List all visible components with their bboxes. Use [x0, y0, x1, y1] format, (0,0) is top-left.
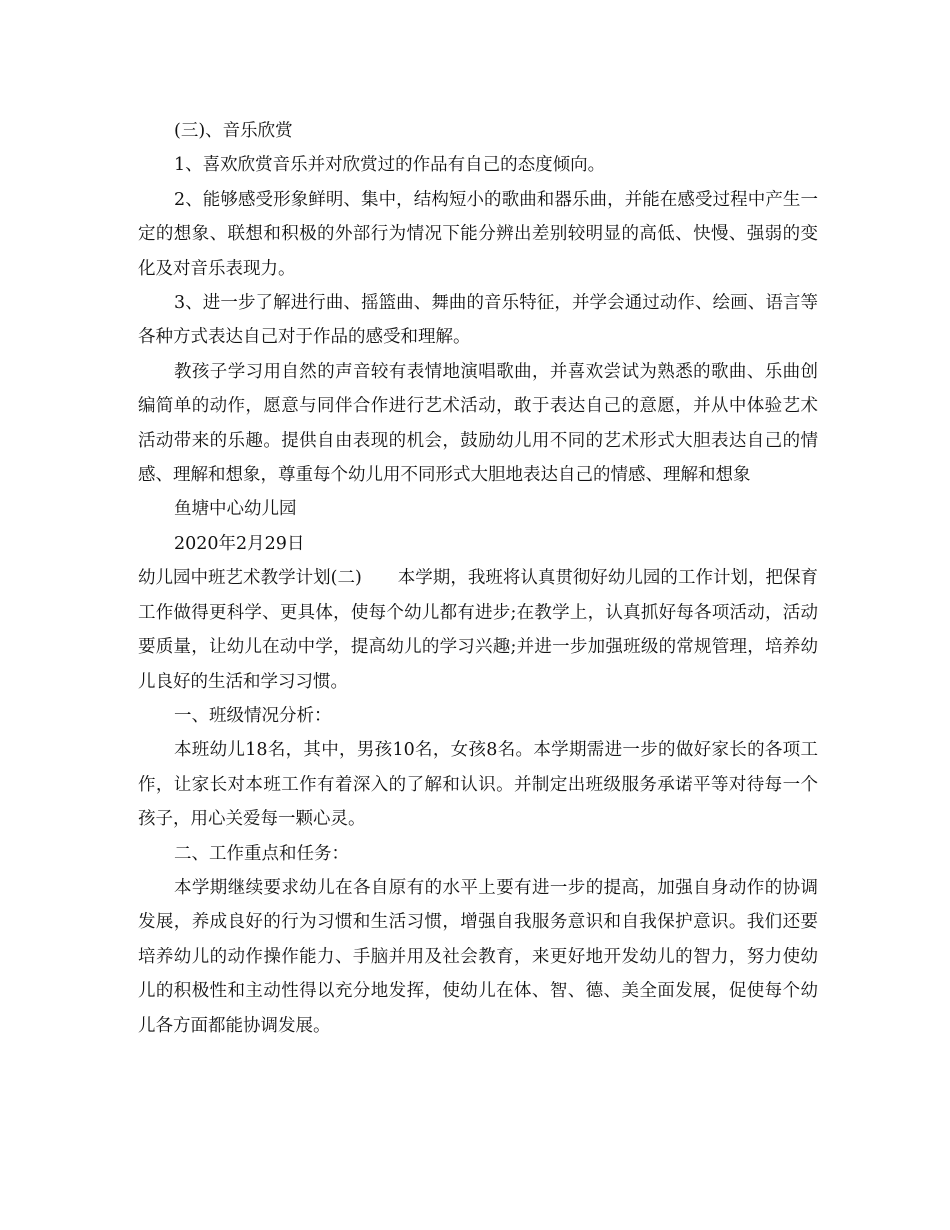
heading-class-analysis: 一、班级情况分析：: [174, 705, 332, 726]
paragraph-4: 教孩子学习用自然的声音较有表情地演唱歌曲，并喜欢尝试为熟悉的歌曲、乐曲创编简单的动作，愿意与同伴合作进行艺术活动，敢于表达自己的意愿，并从中体验艺术活动带来的乐趣。提供自由表现的机会，鼓励幼儿用不同的艺术形式大胆表达自己的情感、理解和想象，尊重每个幼儿用不同形式大胆地表达自己的情感、理解和想象: [138, 361, 818, 486]
paragraph-class-analysis: 本班幼儿18名，其中，男孩10名，女孩8名。本学期需进一步的做好家长的各项工作，让家长对本班工作有着深入的了解和认识。并制定出班级服务承诺平等对待每一个孩子，用心关爱每一颗心灵。: [138, 740, 818, 830]
paragraph-work-focus: 本学期继续要求幼儿在各自原有的水平上要有进一步的提高，加强自身动作的协调发展，养成良好的行为习惯和生活习惯，增强自我服务意识和自我保护意识。我们还要培养幼儿的动作操作能力、手脑并用及社会教育，来更好地开发幼儿的智力，努力使幼儿的积极性和主动性得以充分地发挥，使幼儿在体、智、德、美全面发展，促使每个幼儿各方面都能协调发展。: [138, 877, 818, 1036]
heading-work-focus: 二、工作重点和任务：: [174, 843, 349, 864]
section-heading-music: (三)、音乐欣赏: [174, 121, 293, 141]
document-body: [138, 114, 818, 1043]
paragraph-2: 2、能够感受形象鲜明、集中，结构短小的歌曲和器乐曲，并能在感受过程中产生一定的想象、联想和积极的外部行为情况下能分辨出差别较明显的高低、快慢、强弱的变化及对音乐表现力。: [138, 189, 818, 279]
section2-intro: 本学期，我班将认真贯彻好幼儿园的工作计划，把保育工作做得更科学、更具体，使每个幼儿都有进步;在教学上，认真抓好每各项活动，活动要质量，让幼儿在动中学，提高幼儿的学习兴趣;并进一步加强班级的常规管理，培养幼儿良好的生活和学习习惯。: [138, 568, 819, 692]
signature-date: 2020年2月29日: [174, 533, 305, 554]
signature-school: 鱼塘中心幼儿园: [174, 499, 297, 520]
section2-paragraph: [138, 561, 818, 699]
paragraph-1: 1、喜欢欣赏音乐并对欣赏过的作品有自己的态度倾向。: [174, 155, 606, 176]
section2-title: 幼儿园中班艺术教学计划(二): [138, 568, 362, 589]
paragraph-3: 3、进一步了解进行曲、摇篮曲、舞曲的音乐特征，并学会通过动作、绘画、语言等各种方式表达自己对于作品的感受和理解。: [138, 293, 818, 348]
